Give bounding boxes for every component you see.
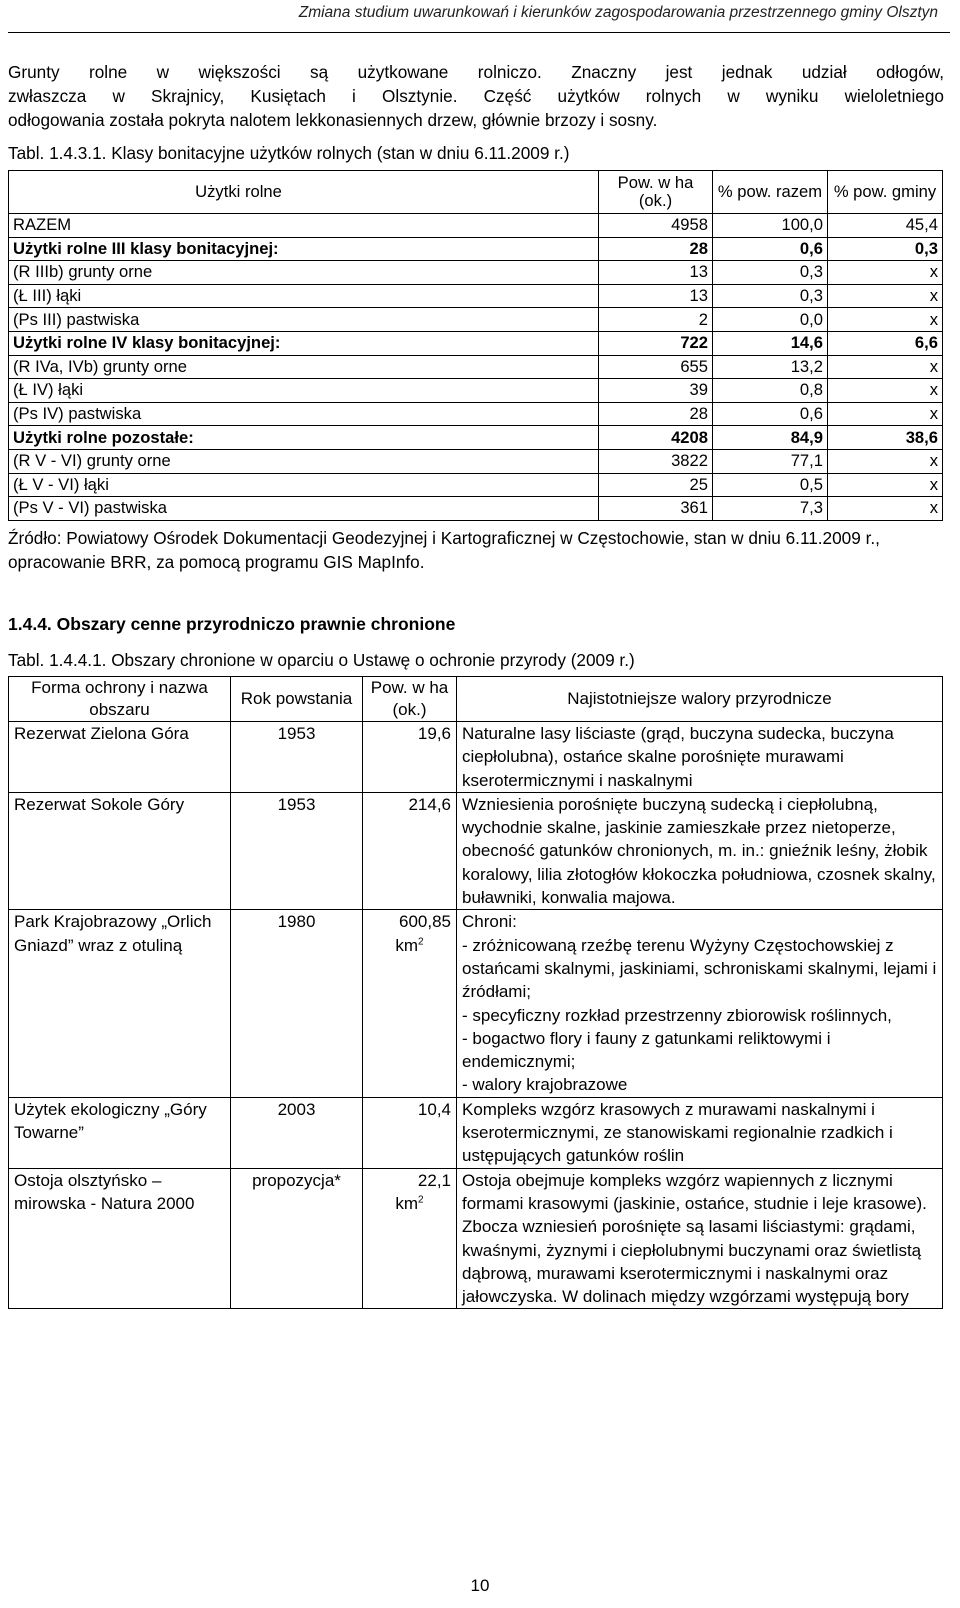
area-size [363,910,457,1097]
row-pct-gmina: x [828,402,943,426]
area-size-value: 10,4 [417,1099,451,1119]
row-name: Użytki rolne III klasy bonitacyjnej: [9,237,599,261]
row-name: RAZEM [9,214,599,238]
area-year: 1953 [231,792,363,909]
row-pct-gmina: x [828,308,943,332]
row-pct-total: 0,3 [713,284,828,308]
values-line: - specyficzny rozkład przestrzenny zbiorowisk roślinnych, [462,1005,892,1025]
header-rule [8,32,950,33]
row-pct-gmina: x [828,449,943,473]
area-size-value: 214,6 [408,794,451,814]
area-unit [368,1192,451,1215]
area-values: Ostoja obejmuje kompleks wzgórz wapiennych z licznymi formami krasowymi (jaskinie, ostańce, studnie i leje krasowe). Zbocza wzniesień porośnięte są lasami liściastymi: grądami, kwaśnymi, żyznymi i ciepłolubnymi buczynami oraz świetlistą dąbrową, murawami kserotermicznymi i naskalnymi oraz jałowczyska. W dolinach między wzgórzami występują bory [457,1168,943,1309]
page-number: 10 [470,1576,490,1595]
area-size-value: 22,1 [417,1170,451,1190]
row-area: 4958 [599,214,713,238]
row-name: (R IIIb) grunty orne [9,261,599,285]
header-rok: Rok powstania [231,677,363,722]
row-area: 722 [599,331,713,355]
row-pct-gmina: x [828,497,943,521]
protected-areas-table [8,676,943,1309]
row-pct-total: 0,5 [713,473,828,497]
area-size [363,722,457,793]
area-year: 2003 [231,1097,363,1168]
area-size [363,792,457,909]
row-pct-total: 84,9 [713,426,828,450]
table-row [9,792,943,909]
table-row [9,402,943,426]
row-pct-total: 0,6 [713,402,828,426]
row-area: 361 [599,497,713,521]
intro-line: odłogowania została pokryta nalotem lekkonasiennych drzew, głównie brzozy i sosny. [8,110,658,130]
values-line: Chroni: [462,912,517,932]
row-pct-gmina: x [828,473,943,497]
table1-source: Źródło: Powiatowy Ośrodek Dokumentacji Geodezyjnej i Kartograficznej w Częstochowie, stan w dniu 6.11.2009 r., opracowanie BRR, za pomocą programu GIS MapInfo. [8,528,880,572]
area-unit-text: km [395,1193,419,1213]
area-name: Rezerwat Zielona Góra [9,722,231,793]
table-row [9,473,943,497]
row-pct-gmina: 38,6 [828,426,943,450]
row-pct-total: 100,0 [713,214,828,238]
table-row [9,331,943,355]
area-values: Naturalne lasy liściaste (grąd, buczyna sudecka, buczyna ciepłolubna), ostańce skalne porośnięte murawami kserotermicznymi i naskalnymi [457,722,943,793]
table-row [9,379,943,403]
values-line: - bogactwo flory i fauny z gatunkami reliktowymi i endemicznymi; [462,1028,831,1072]
header-area: Pow. w ha (ok.) [599,171,713,214]
table-row [9,355,943,379]
table-row [9,449,943,473]
running-header: Zmiana studium uwarunkowań i kierunków zagospodarowania przestrzennego gminy Olsztyn [298,4,938,21]
table2-header-row [9,677,943,722]
area-size [363,1097,457,1168]
values-line: - walory krajobrazowe [462,1075,628,1095]
row-area: 655 [599,355,713,379]
row-area: 13 [599,284,713,308]
row-area: 4208 [599,426,713,450]
values-line: - zróżnicowaną rzeźbę terenu Wyżyny Częstochowskiej z ostańcami skalnymi, jaskiniami, schroniskami skalnymi, lejami i źródłami; [462,935,937,1002]
table-row [9,722,943,793]
row-area: 28 [599,402,713,426]
header-pct-total: % pow. razem [713,171,828,214]
table-row [9,308,943,332]
row-area: 28 [599,237,713,261]
area-size-value: 19,6 [417,724,451,743]
row-pct-gmina: x [828,355,943,379]
table-row [9,261,943,285]
table1-caption: Tabl. 1.4.3.1. Klasy bonitacyjne użytków rolnych (stan w dniu 6.11.2009 r.) [8,143,570,163]
header-pct-gmina: % pow. gminy [828,171,943,214]
intro-line: zwłaszcza w Skrajnicy, Kusiętach i Olsztynie. Część użytków rolnych w wyniku wieloletniego [8,86,944,106]
row-pct-total: 77,1 [713,449,828,473]
row-pct-gmina: 45,4 [828,214,943,238]
area-values: Kompleks wzgórz krasowych z murawami naskalnymi i kserotermicznymi, ze stanowiskami regionalnie rzadkich i ustępujących gatunków roślin [457,1097,943,1168]
area-unit-exponent: 2 [418,936,424,948]
row-name: (Ł V - VI) łąki [9,473,599,497]
row-name: (R V - VI) grunty orne [9,449,599,473]
area-unit-text: km [395,935,419,955]
header-forma: Forma ochrony i nazwa obszaru [9,677,231,722]
header-pow: Pow. w ha (ok.) [363,677,457,722]
table1-header-row [9,171,943,214]
intro-line: Grunty rolne w większości są użytkowane rolniczo. Znaczny jest jednak udział odłogów, [8,62,944,82]
header-walory: Najistotniejsze walory przyrodnicze [457,677,943,722]
area-name: Rezerwat Sokole Góry [9,792,231,909]
row-pct-total: 7,3 [713,497,828,521]
area-name: Użytek ekologiczny „Góry Towarne” [9,1097,231,1168]
row-pct-total: 0,8 [713,379,828,403]
row-name: (R IVa, IVb) grunty orne [9,355,599,379]
row-name: (Ps IV) pastwiska [9,402,599,426]
row-pct-gmina: x [828,379,943,403]
section-heading: 1.4.4. Obszary cenne przyrodniczo prawnie chronione [8,614,456,634]
row-pct-total: 0,0 [713,308,828,332]
row-area: 2 [599,308,713,332]
soil-class-table [8,170,943,521]
row-area: 25 [599,473,713,497]
row-pct-total: 13,2 [713,355,828,379]
row-pct-gmina: 0,3 [828,237,943,261]
table-row [9,497,943,521]
area-size-value: 600,85 [399,912,451,932]
header-uzytki: Użytki rolne [9,171,599,214]
row-pct-total: 14,6 [713,331,828,355]
table-row [9,284,943,308]
table-row [9,214,943,238]
table-row [9,426,943,450]
row-name: Użytki rolne IV klasy bonitacyjnej: [9,331,599,355]
table-row [9,1168,943,1309]
area-year: propozycja* [231,1168,363,1309]
row-pct-total: 0,6 [713,237,828,261]
row-pct-gmina: x [828,284,943,308]
row-pct-gmina: x [828,261,943,285]
row-pct-total: 0,3 [713,261,828,285]
intro-paragraph [8,60,944,132]
row-name: (Ps III) pastwiska [9,308,599,332]
row-name: Użytki rolne pozostałe: [9,426,599,450]
area-name: Park Krajobrazowy „Orlich Gniazd” wraz z otuliną [9,910,231,1097]
area-values [457,910,943,1097]
table2-caption: Tabl. 1.4.4.1. Obszary chronione w oparciu o Ustawę o ochronie przyrody (2009 r.) [8,650,635,670]
area-name: Ostoja olsztyńsko – mirowska - Natura 2000 [9,1168,231,1309]
area-year: 1980 [231,910,363,1097]
row-name: (Ł III) łąki [9,284,599,308]
area-unit [368,934,451,957]
table-row [9,237,943,261]
row-area: 39 [599,379,713,403]
area-unit-exponent: 2 [418,1194,424,1206]
area-size [363,1168,457,1309]
row-pct-gmina: 6,6 [828,331,943,355]
row-area: 13 [599,261,713,285]
row-area: 3822 [599,449,713,473]
area-values: Wzniesienia porośnięte buczyną sudecką i ciepłolubną, wychodnie skalne, jaskinie zamieszkałe przez nietoperze, obecność gatunków chronionych, m. in.: gnieźnik leśny, żłobik koralowy, lilia złotogłów kłokoczka południowa, czosnek skalny, buławniki, konwalia majowa. [457,792,943,909]
row-name: (Ł IV) łąki [9,379,599,403]
table-row [9,910,943,1097]
table-row [9,1097,943,1168]
area-year: 1953 [231,722,363,793]
row-name: (Ps V - VI) pastwiska [9,497,599,521]
